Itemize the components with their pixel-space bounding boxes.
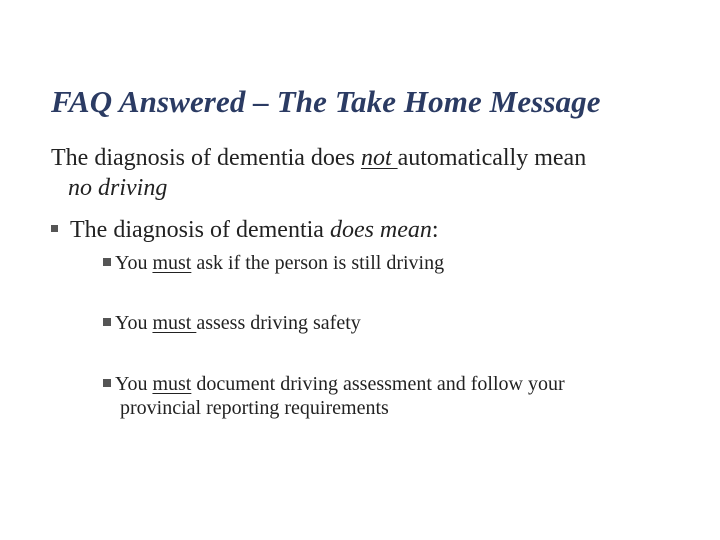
sub-bullet-lead: You <box>115 373 153 395</box>
sub-bullet-lead: You <box>115 312 153 334</box>
intro-text-part1: The diagnosis of dementia does <box>51 145 361 171</box>
square-bullet-icon <box>51 225 58 232</box>
sub-bullet-continuation: provincial reporting requirements <box>120 397 389 419</box>
square-bullet-icon <box>103 258 111 266</box>
sub-bullet-rest: ask if the person is still driving <box>191 252 445 274</box>
sub-bullet-lead: You <box>115 252 153 274</box>
main-bullet-text: The diagnosis of dementia <box>70 217 330 243</box>
sub-bullet-3 <box>103 372 683 420</box>
sub-bullet-rest: document driving assessment and follow your <box>191 373 565 395</box>
intro-emphasis-not: not <box>360 145 398 171</box>
sub-bullet-keyword: must <box>152 252 192 274</box>
sub-bullet-1 <box>103 251 683 275</box>
square-bullet-icon <box>103 379 111 387</box>
main-bullet-suffix: : <box>431 217 439 243</box>
square-bullet-icon <box>103 318 111 326</box>
intro-text-line2: no driving <box>68 175 168 201</box>
main-bullet-emphasis: does mean <box>329 217 432 243</box>
sub-bullet-keyword: must <box>152 373 192 395</box>
sub-bullet-rest: assess driving safety <box>196 312 361 334</box>
main-bullet <box>51 215 439 245</box>
intro-paragraph <box>51 143 701 203</box>
sub-bullet-2 <box>103 311 683 335</box>
sub-bullet-keyword: must <box>152 312 197 334</box>
slide-title: FAQ Answered – The Take Home Message <box>51 84 601 119</box>
intro-text-part2: automatically mean <box>397 145 587 171</box>
